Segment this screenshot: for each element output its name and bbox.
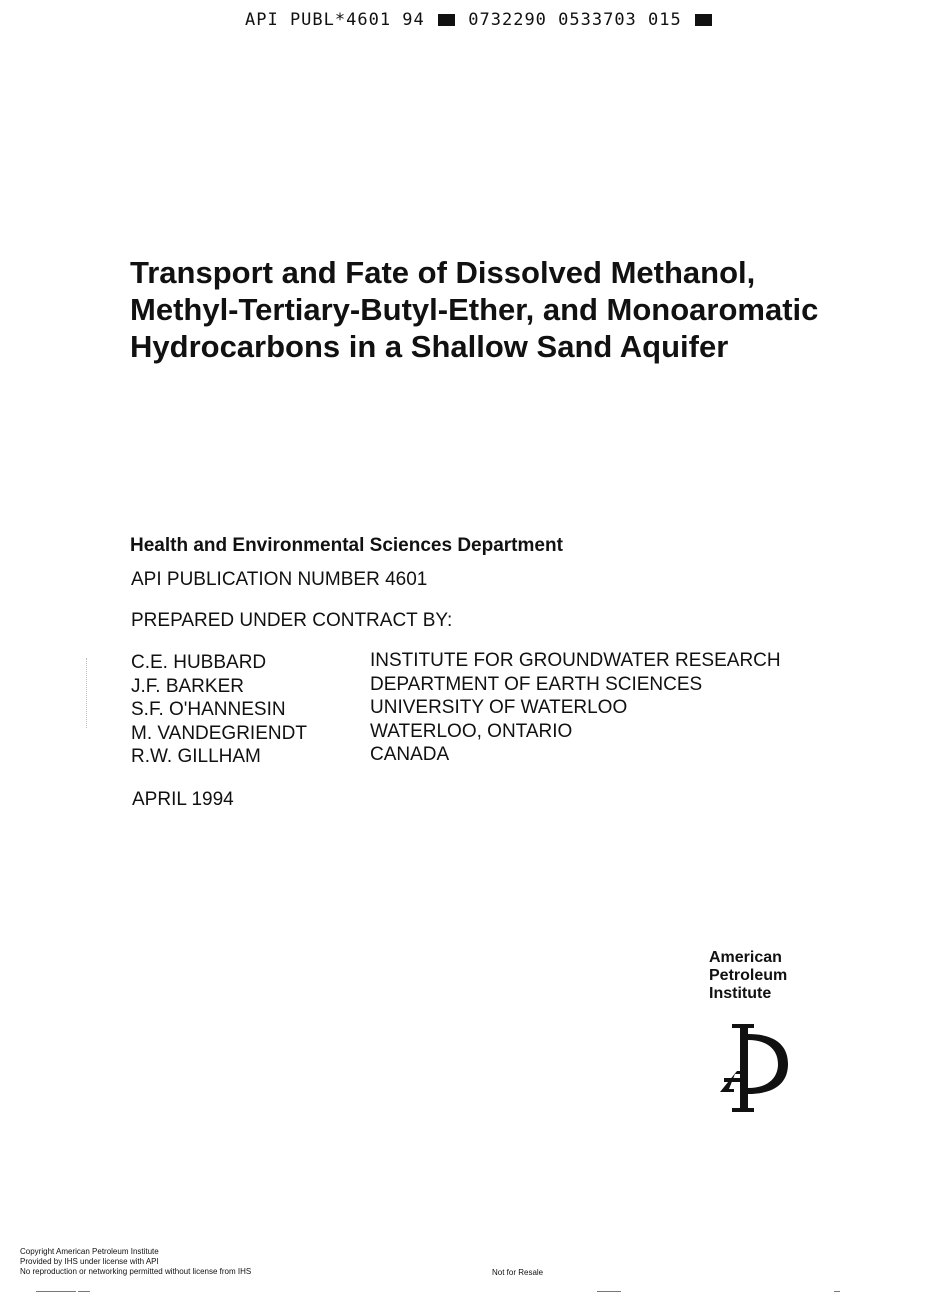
prepared-by-label: PREPARED UNDER CONTRACT BY: — [131, 610, 453, 631]
affiliation-line: DEPARTMENT OF EARTH SCIENCES — [370, 673, 703, 695]
title-line: Methyl-Tertiary-Butyl-Ether, and Monoaromatic — [130, 292, 819, 327]
footer-copyright — [20, 1247, 251, 1277]
title-line: Hydrocarbons in a Shallow Sand Aquifer — [130, 329, 729, 364]
publisher-name — [709, 949, 787, 1003]
scan-rule — [36, 1291, 76, 1292]
code-prefix: API PUBL*4601 94 — [245, 10, 425, 30]
title-line: Transport and Fate of Dissolved Methanol, — [130, 255, 756, 290]
black-block-mark — [695, 14, 712, 26]
department-heading: Health and Environmental Sciences Department — [130, 535, 563, 556]
code-mid: 0732290 0533703 015 — [468, 10, 682, 30]
publisher-name-line: American — [709, 949, 782, 966]
author-name: J.F. BARKER — [131, 675, 244, 697]
not-for-resale-label: Not for Resale — [492, 1268, 544, 1277]
publisher-name-line: Institute — [709, 985, 772, 1002]
author-name: S.F. O'HANNESIN — [131, 699, 286, 720]
black-block-mark — [438, 14, 455, 26]
scan-rule — [597, 1291, 621, 1292]
publication-number: API PUBLICATION NUMBER 4601 — [131, 569, 428, 590]
author-name: M. VANDEGRIENDT — [131, 722, 307, 744]
api-logo-icon — [718, 1022, 790, 1114]
affiliation-line: UNIVERSITY OF WATERLOO — [370, 697, 628, 718]
footer-line: Copyright American Petroleum Institute — [20, 1247, 159, 1256]
publication-date: APRIL 1994 — [132, 789, 234, 810]
scan-rule — [78, 1291, 90, 1292]
document-title — [130, 254, 890, 365]
publisher-name-line: Petroleum — [709, 967, 788, 984]
author-name: R.W. GILLHAM — [131, 746, 261, 767]
footer-line: No reproduction or networking permitted without license from IHS — [20, 1267, 252, 1276]
author-list — [131, 651, 307, 769]
footer-line: Provided by IHS under license with API — [20, 1257, 159, 1266]
document-code-header — [245, 10, 714, 30]
affiliation-block — [370, 649, 781, 767]
affiliation-line: INSTITUTE FOR GROUNDWATER RESEARCH — [370, 650, 781, 671]
author-name: C.E. HUBBARD — [131, 652, 267, 673]
margin-scan-marks — [86, 658, 89, 728]
affiliation-line: CANADA — [370, 744, 450, 765]
affiliation-line: WATERLOO, ONTARIO — [370, 720, 573, 742]
scan-rule — [834, 1291, 840, 1292]
